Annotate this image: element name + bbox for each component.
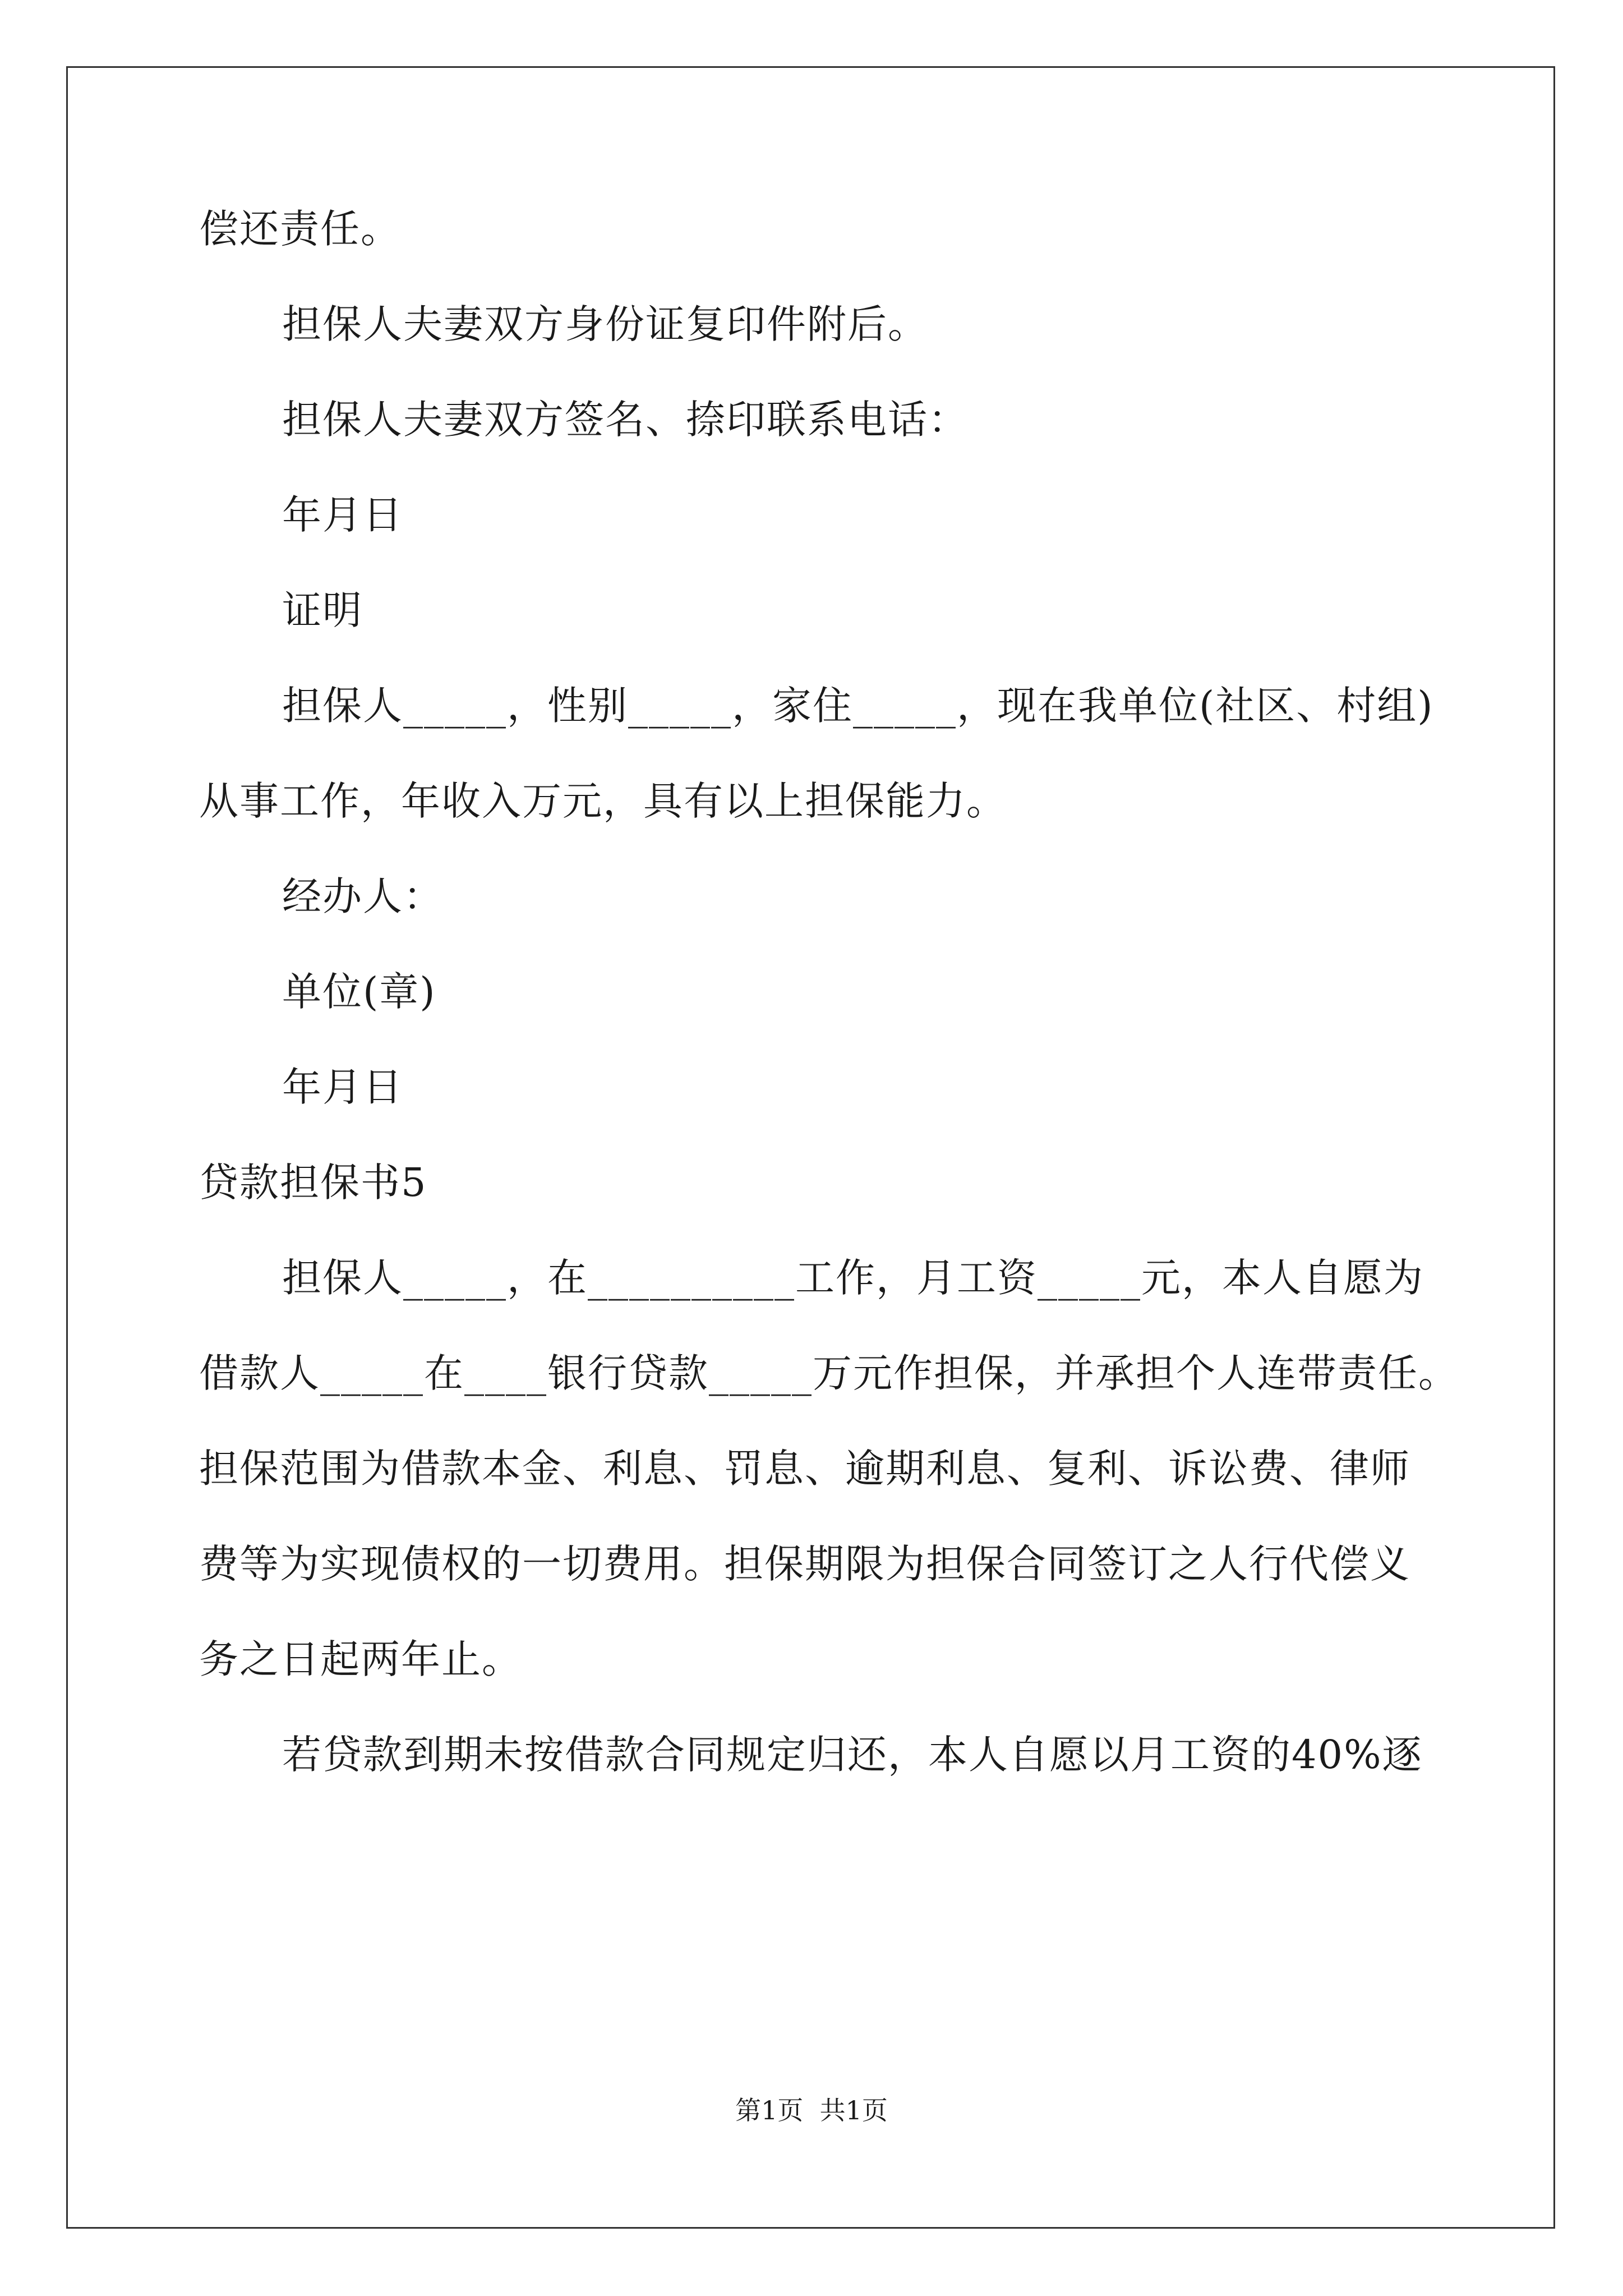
text-line-1: 偿还责任。 — [199, 206, 401, 252]
text-line-7: 从事工作，年收入万元，具有以上担保能力。 — [199, 778, 1007, 824]
text-line-12: 担保人_____，在__________工作，月工资_____元，本人自愿为 — [282, 1255, 1424, 1301]
text-line-8: 经办人： — [282, 873, 444, 919]
section-heading: 贷款担保书5 — [199, 1159, 427, 1205]
text-line-15: 费等为实现债权的一切费用。担保期限为担保合同签订之人行代偿义 — [199, 1541, 1410, 1587]
text-line-14: 担保范围为借款本金、利息、罚息、逾期利息、复利、诉讼费、律师 — [199, 1446, 1410, 1492]
page-footer: 第1页 共1页 — [735, 2095, 888, 2125]
text-line-2: 担保人夫妻双方身份证复印件附后。 — [282, 301, 928, 347]
text-line-10: 年月日 — [282, 1064, 403, 1110]
text-line-5: 证明 — [282, 587, 363, 633]
text-line-3: 担保人夫妻双方签名、捺印联系电话： — [282, 397, 969, 443]
text-line-4: 年月日 — [282, 492, 403, 538]
text-line-13: 借款人_____在____银行贷款_____万元作担保，并承担个人连带责任。 — [199, 1350, 1459, 1396]
text-line-6: 担保人_____，性别_____，家住_____，现在我单位(社区、村组) — [282, 683, 1434, 729]
page-border — [66, 66, 1555, 2229]
text-line-17: 若贷款到期未按借款合同规定归还，本人自愿以月工资的40%逐 — [282, 1732, 1423, 1778]
text-line-9: 单位(章) — [282, 969, 436, 1015]
text-line-16: 务之日起两年止。 — [199, 1636, 522, 1682]
